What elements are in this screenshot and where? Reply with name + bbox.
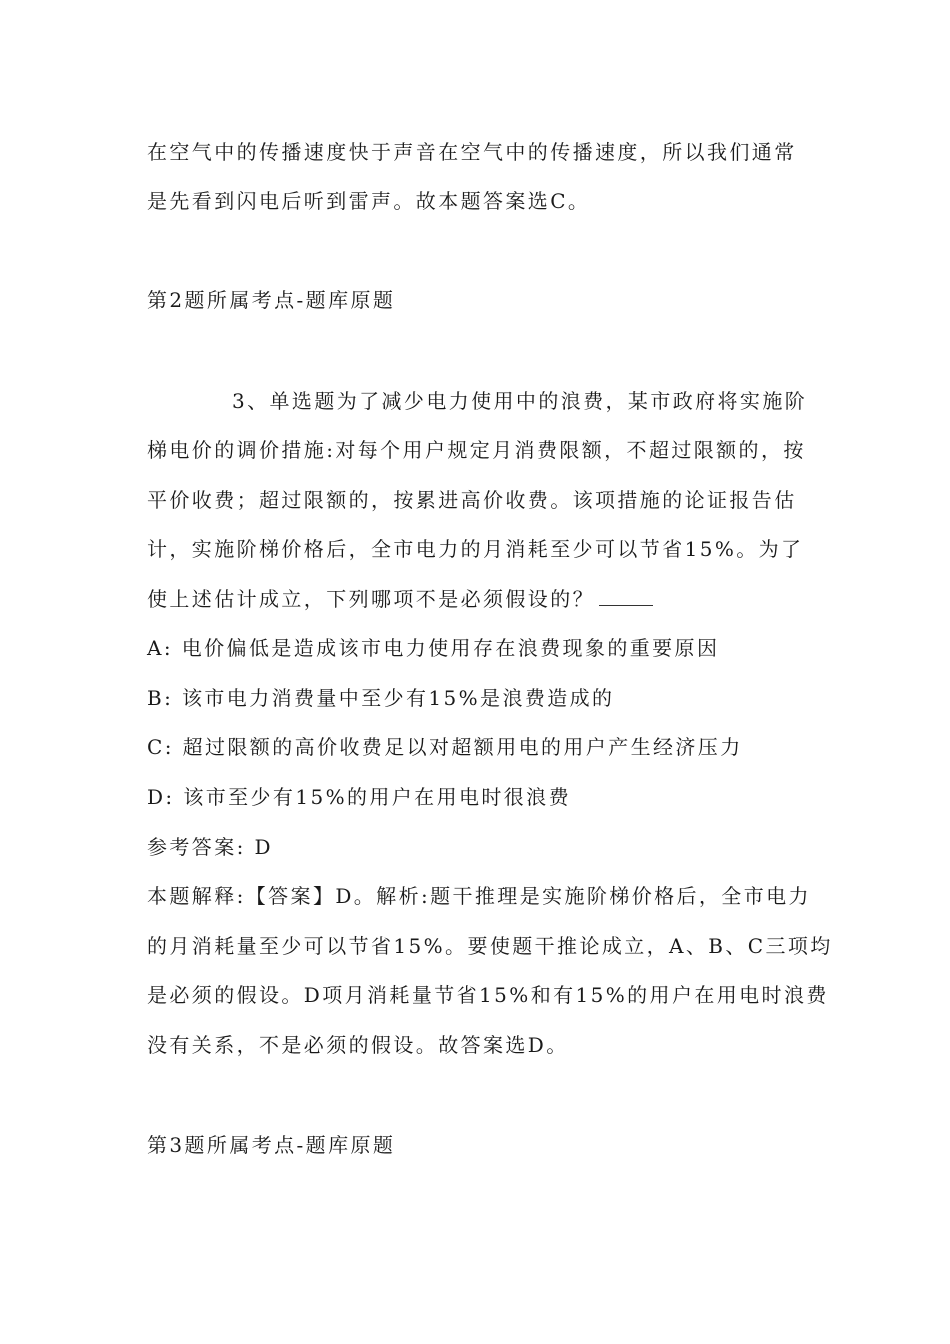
section-3-label: 第3题所属考点-题库原题 bbox=[147, 1133, 396, 1157]
prev-explanation-line-2: 是先看到闪电后听到雷声。故本题答案选C。 bbox=[147, 189, 591, 213]
question-3-stem-line-5 bbox=[147, 585, 653, 613]
option-d: D: 该市至少有15%的用户在用电时很浪费 bbox=[147, 785, 571, 809]
explanation-line-4: 没有关系，不是必须的假设。故答案选D。 bbox=[147, 1033, 569, 1057]
explanation-line-2: 的月消耗量至少可以节省15%。要使题干推论成立，A、B、C三项均 bbox=[147, 934, 833, 958]
question-3-stem-line-4: 计，实施阶梯价格后，全市电力的月消耗至少可以节省15%。为了 bbox=[147, 537, 804, 561]
option-c: C: 超过限额的高价收费足以对超额用电的用户产生经济压力 bbox=[147, 735, 743, 759]
question-3-stem-line-2: 梯电价的调价措施:对每个用户规定月消费限额，不超过限额的，按 bbox=[147, 438, 806, 462]
reference-answer: 参考答案: D bbox=[147, 835, 273, 859]
section-2-label: 第2题所属考点-题库原题 bbox=[147, 288, 396, 312]
answer-blank bbox=[599, 587, 653, 606]
option-a: A: 电价偏低是造成该市电力使用存在浪费现象的重要原因 bbox=[147, 636, 720, 660]
question-3-stem-line-1: 3、单选题为了减少电力使用中的浪费，某市政府将实施阶 bbox=[232, 389, 808, 413]
explanation-line-3: 是必须的假设。D项月消耗量节省15%和有15%的用户在用电时浪费 bbox=[147, 983, 829, 1007]
explanation-line-1: 本题解释:【答案】D。解析:题干推理是实施阶梯价格后，全市电力 bbox=[147, 884, 811, 908]
question-3-stem-line-3: 平价收费；超过限额的，按累进高价收费。该项措施的论证报告估 bbox=[147, 488, 797, 512]
prev-explanation-line-1: 在空气中的传播速度快于声音在空气中的传播速度，所以我们通常 bbox=[147, 140, 797, 164]
option-b: B: 该市电力消费量中至少有15%是浪费造成的 bbox=[147, 686, 615, 710]
question-3-stem-text: 使上述估计成立，下列哪项不是必须假设的？ bbox=[147, 587, 595, 611]
